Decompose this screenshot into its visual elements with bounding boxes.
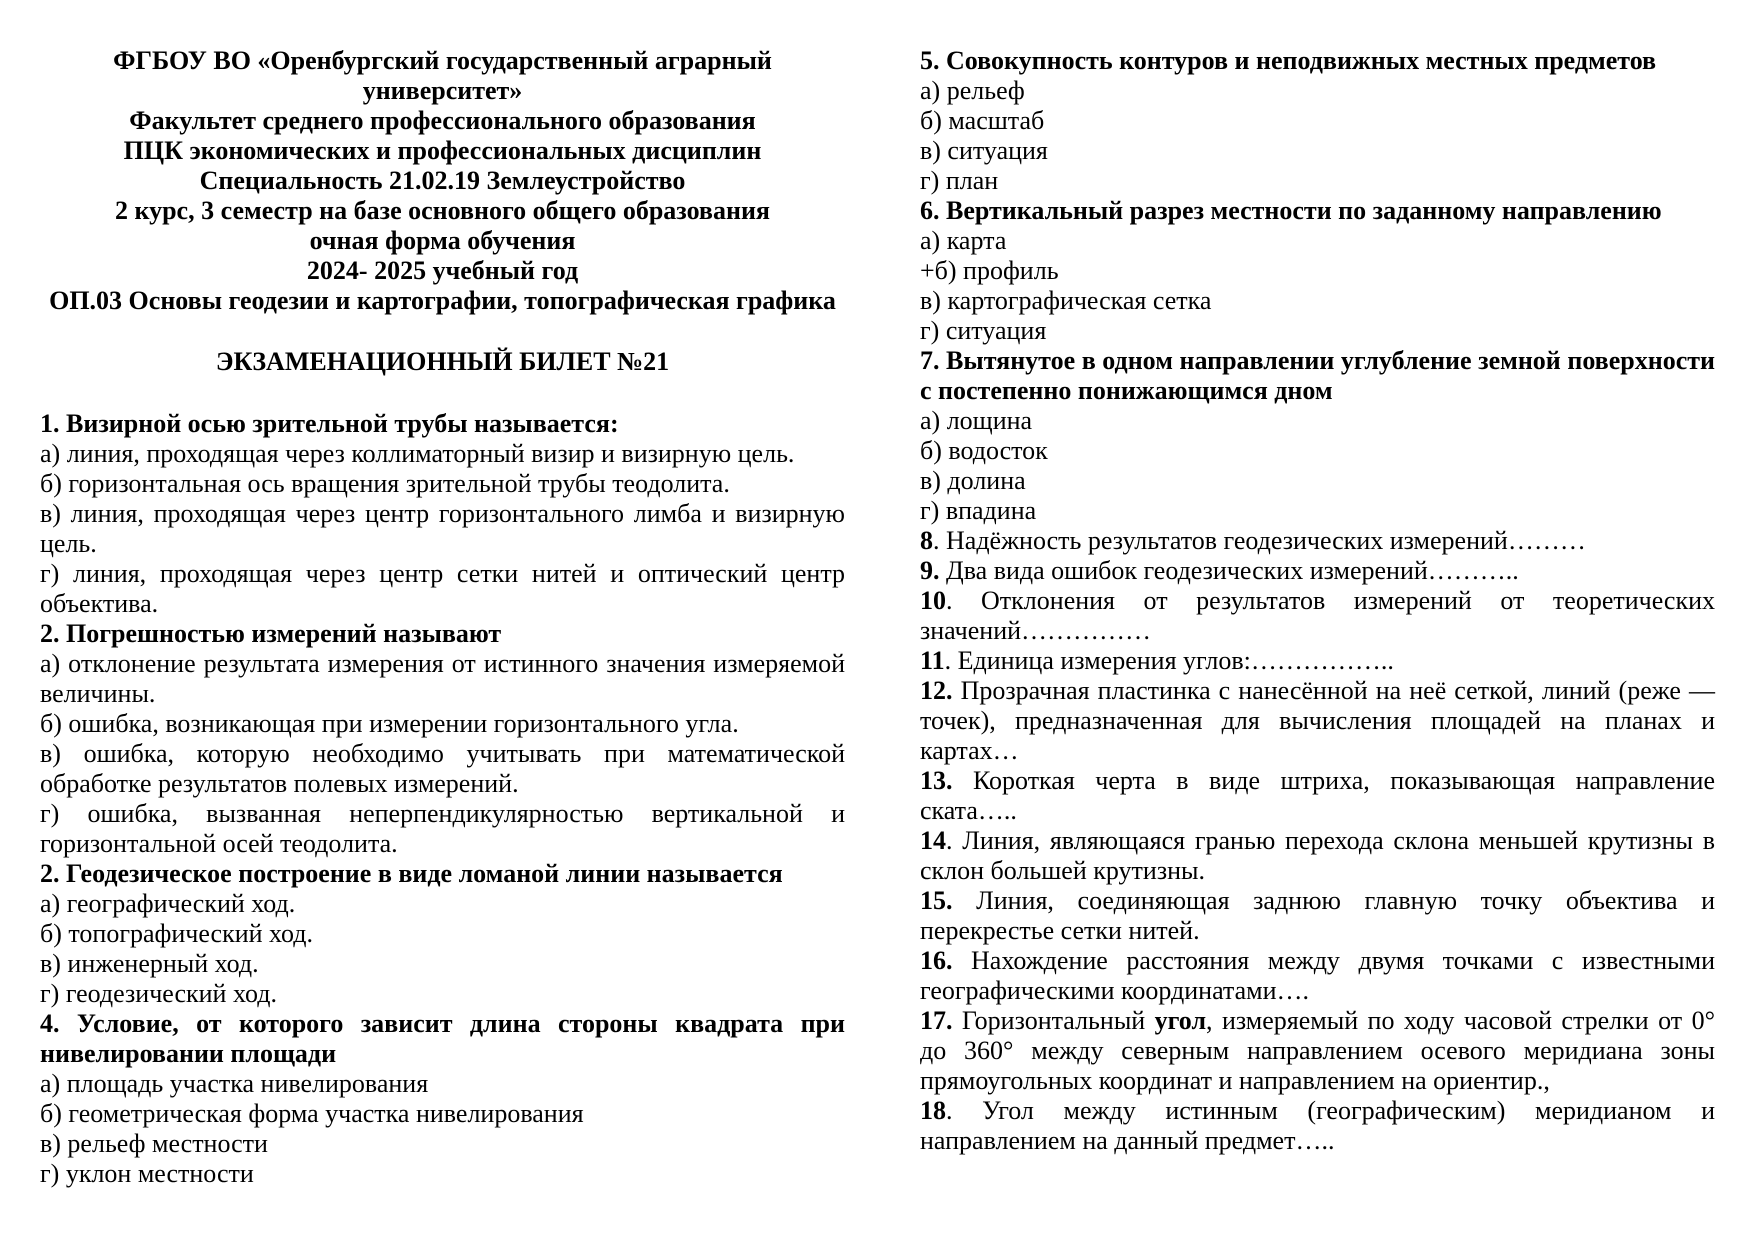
exam-item-8 (920, 526, 1715, 556)
item-17-text-pre: Горизонтальный (952, 1006, 1155, 1035)
question-block-3 (40, 859, 845, 1009)
header-line-academic-year: 2024- 2025 учебный год (306, 256, 579, 285)
item-14-text: . Линия, являющаяся гранью перехода склона меньшей крутизны в склон большей крутизны. (920, 826, 1715, 885)
item-8-number: 8 (920, 526, 933, 555)
question-block-2 (40, 619, 845, 859)
question-3-heading: 2. Геодезическое построение в виде ломаной линии называется (40, 859, 783, 888)
exam-item-11 (920, 646, 1715, 676)
item-8-text: . Надёжность результатов геодезических измерений……… (933, 526, 1586, 555)
item-13-number: 13. (920, 766, 953, 795)
question-1-option-b: б) горизонтальная ось вращения зрительной трубы теодолита. (40, 469, 730, 498)
item-18-number: 18 (920, 1096, 946, 1125)
question-5-option-v: в) ситуация (920, 136, 1048, 165)
question-block-1 (40, 409, 845, 619)
page-title: ЭКЗАМЕНАЦИОННЫЙ БИЛЕТ №21 (215, 347, 670, 376)
exam-item-10 (920, 586, 1715, 646)
question-5-heading: 5. Совокупность контуров и неподвижных местных предметов (920, 46, 1657, 75)
question-3-option-v: в) инженерный ход. (40, 949, 259, 978)
question-5-option-a: а) рельеф (920, 76, 1025, 105)
item-17-bold-word: угол (1154, 1006, 1207, 1035)
question-7-option-b: б) водосток (920, 436, 1048, 465)
question-3-option-a: а) географический ход. (40, 889, 296, 918)
question-4-option-v: в) рельеф местности (40, 1129, 268, 1158)
item-17-text: , измеряемый по ходу часовой стрелки от 0° до 360° между северным направлением осевого меридиана зоны прямоугольных координат и направлением на ориентир., (920, 1006, 1715, 1095)
question-block-5 (920, 46, 1715, 196)
exam-item-14 (920, 826, 1715, 886)
exam-item-12 (920, 676, 1715, 766)
header-line-university: ФГБОУ ВО «Оренбургский государственный аграрный университет» (113, 46, 772, 105)
item-10-number: 10 (920, 586, 946, 615)
header-line-speciality: Специальность 21.02.19 Землеустройство (199, 166, 686, 195)
header-line-discipline: ОП.03 Основы геодезии и картографии, топографическая графика (49, 286, 836, 315)
exam-item-18 (920, 1096, 1715, 1156)
exam-item-15 (920, 886, 1715, 946)
question-block-7 (920, 346, 1715, 526)
question-4-option-a: а) площадь участка нивелирования (40, 1069, 429, 1098)
item-15-number: 15. (920, 886, 953, 915)
exam-item-17 (920, 1006, 1715, 1096)
item-12-text: Прозрачная пластинка с нанесённой на неё сеткой, линий (реже — точек), предназначенная для вычисления площадей на планах и картах… (920, 676, 1715, 765)
item-11-text: . Единица измерения углов:…………….. (944, 646, 1394, 675)
question-2-option-b: б) ошибка, возникающая при измерении горизонтального угла. (40, 709, 739, 738)
question-5-option-g: г) план (920, 166, 999, 195)
question-3-option-g: г) геодезический ход. (40, 979, 277, 1008)
question-6-option-v: в) картографическая сетка (920, 286, 1212, 315)
item-12-number: 12. (920, 676, 953, 705)
question-block-4 (40, 1009, 845, 1189)
question-2-option-a: а) отклонение результата измерения от истинного значения измеряемой величины. (40, 649, 845, 708)
item-11-number: 11 (920, 646, 945, 675)
item-10-text: . Отклонения от результатов измерений от теоретических значений…………… (920, 586, 1715, 645)
item-16-number: 16. (920, 946, 953, 975)
exam-item-16 (920, 946, 1715, 1006)
document-header (40, 46, 845, 316)
right-column (920, 46, 1715, 1240)
item-13-text: Короткая черта в виде штриха, показывающая направление ската….. (920, 766, 1715, 825)
header-line-study-form: очная форма обучения (309, 226, 576, 255)
item-17-number: 17. (920, 1006, 953, 1035)
item-16-text: Нахождение расстояния между двумя точками с известными географическими координатами…. (920, 946, 1715, 1005)
question-6-option-a: а) карта (920, 226, 1007, 255)
question-2-option-v: в) ошибка, которую необходимо учитывать при математической обработке результатов полевых измерений. (40, 739, 845, 798)
left-column (40, 46, 845, 1240)
question-1-option-a: а) линия, проходящая через коллиматорный визир и визирную цель. (40, 439, 795, 468)
question-7-option-g: г) впадина (920, 496, 1037, 525)
question-2-heading: 2. Погрешностью измерений называют (40, 619, 502, 648)
question-5-option-b: б) масштаб (920, 106, 1045, 135)
question-1-option-v: в) линия, проходящая через центр горизонтального лимба и визирную цель. (40, 499, 845, 558)
question-7-option-v: в) долина (920, 466, 1026, 495)
question-7-heading: 7. Вытянутое в одном направлении углубление земной поверхности с постепенно понижающимся дном (920, 346, 1715, 405)
question-7-option-a: а) лощина (920, 406, 1033, 435)
question-1-option-g: г) линия, проходящая через центр сетки нитей и оптический центр объектива. (40, 559, 845, 618)
question-2-option-g: г) ошибка, вызванная неперпендикулярностью вертикальной и горизонтальной осей теодолита. (40, 799, 845, 858)
question-3-option-b: б) топографический ход. (40, 919, 314, 948)
question-6-heading: 6. Вертикальный разрез местности по заданному направлению (920, 196, 1662, 225)
exam-item-9 (920, 556, 1715, 586)
item-15-text: Линия, соединяющая заднюю главную точку объектива и перекрестье сетки нитей. (920, 886, 1715, 945)
question-4-option-g: г) уклон местности (40, 1159, 254, 1188)
exam-item-13 (920, 766, 1715, 826)
question-4-option-b: б) геометрическая форма участка нивелирования (40, 1099, 584, 1128)
header-line-department: ПЦК экономических и профессиональных дисциплин (123, 136, 762, 165)
question-1-heading: 1. Визирной осью зрительной трубы называется: (40, 409, 619, 438)
question-4-heading: 4. Условие, от которого зависит длина стороны квадрата при нивелировании площади (40, 1009, 845, 1068)
item-14-number: 14 (920, 826, 946, 855)
header-line-faculty: Факультет среднего профессионального образования (129, 106, 756, 135)
item-18-text: . Угол между истинным (географическим) меридианом и направлением на данный предмет….. (920, 1096, 1715, 1155)
question-6-option-b: +б) профиль (920, 256, 1059, 285)
item-9-number: 9. (920, 556, 940, 585)
question-6-option-g: г) ситуация (920, 316, 1047, 345)
header-line-course: 2 курс, 3 семестр на базе основного общего образования (114, 196, 770, 225)
item-9-text: Два вида ошибок геодезических измерений……….. (939, 556, 1519, 585)
question-block-6 (920, 196, 1715, 346)
